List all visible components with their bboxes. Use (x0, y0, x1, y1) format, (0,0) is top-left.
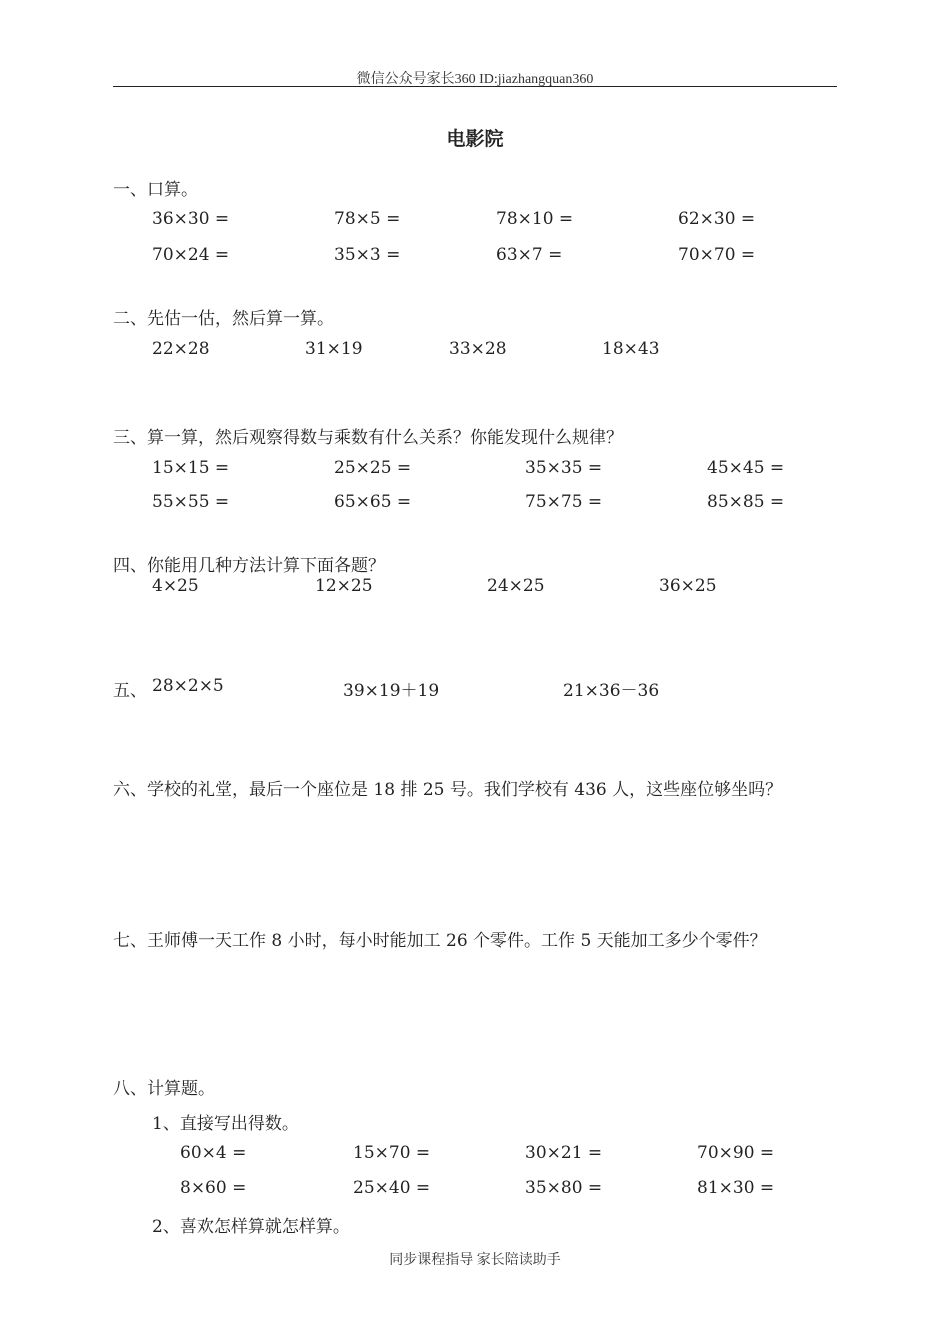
q1-item: 35×3 = (334, 245, 401, 265)
q1-heading: 一、口算。 (113, 180, 198, 200)
q5-item: 21×36－36 (563, 681, 660, 701)
q8-item: 81×30 = (697, 1178, 775, 1198)
q4-heading: 四、你能用几种方法计算下面各题？ (113, 556, 385, 576)
q8-item: 25×40 = (353, 1178, 431, 1198)
q1-item: 36×30 = (152, 209, 230, 229)
q7-question: 七、王师傅一天工作 8 小时，每小时能加工 26 个零件。工作 5 天能加工多少个零件？ (113, 931, 767, 951)
q6-question: 六、学校的礼堂，最后一个座位是 18 排 25 号。我们学校有 436 人，这些座位够坐吗？ (113, 780, 783, 800)
q1-item: 70×24 = (152, 245, 230, 265)
q8-sub1: 1、直接写出得数。 (152, 1114, 299, 1134)
q5-item: 39×19＋19 (343, 681, 440, 701)
q3-item: 25×25 = (334, 458, 412, 478)
q2-item: 18×43 (602, 339, 660, 359)
q1-item: 78×10 = (496, 209, 574, 229)
q3-item: 35×35 = (525, 458, 603, 478)
q3-item: 85×85 = (707, 492, 785, 512)
page-footer: 同步课程指导 家长陪读助手 (389, 1253, 561, 1268)
q1-item: 78×5 = (334, 209, 401, 229)
q4-item: 4×25 (152, 576, 199, 596)
q5-item: 28×2×5 (152, 676, 224, 696)
q2-heading: 二、先估一估，然后算一算。 (113, 309, 334, 329)
q3-item: 65×65 = (334, 492, 412, 512)
q8-item: 70×90 = (697, 1143, 775, 1163)
page-header: 微信公众号家长360 ID:jiazhangquan360 (356, 72, 594, 87)
q2-item: 22×28 (152, 339, 210, 359)
q3-item: 55×55 = (152, 492, 230, 512)
q8-item: 30×21 = (525, 1143, 603, 1163)
q2-item: 33×28 (449, 339, 507, 359)
q3-item: 15×15 = (152, 458, 230, 478)
q8-heading: 八、计算题。 (113, 1079, 215, 1099)
q1-item: 62×30 = (678, 209, 756, 229)
q5-heading: 五、 (113, 681, 147, 701)
q4-item: 12×25 (315, 576, 373, 596)
q8-sub2: 2、喜欢怎样算就怎样算。 (152, 1217, 350, 1237)
header-rule (113, 86, 837, 87)
q3-heading: 三、算一算，然后观察得数与乘数有什么关系？你能发现什么规律？ (113, 428, 623, 448)
q1-item: 70×70 = (678, 245, 756, 265)
q8-item: 15×70 = (353, 1143, 431, 1163)
page-title: 电影院 (446, 128, 504, 150)
q2-item: 31×19 (305, 339, 363, 359)
q8-item: 60×4 = (180, 1143, 247, 1163)
q8-item: 8×60 = (180, 1178, 247, 1198)
q8-item: 35×80 = (525, 1178, 603, 1198)
q1-item: 63×7 = (496, 245, 563, 265)
q4-item: 24×25 (487, 576, 545, 596)
q3-item: 45×45 = (707, 458, 785, 478)
q4-item: 36×25 (659, 576, 717, 596)
q3-item: 75×75 = (525, 492, 603, 512)
